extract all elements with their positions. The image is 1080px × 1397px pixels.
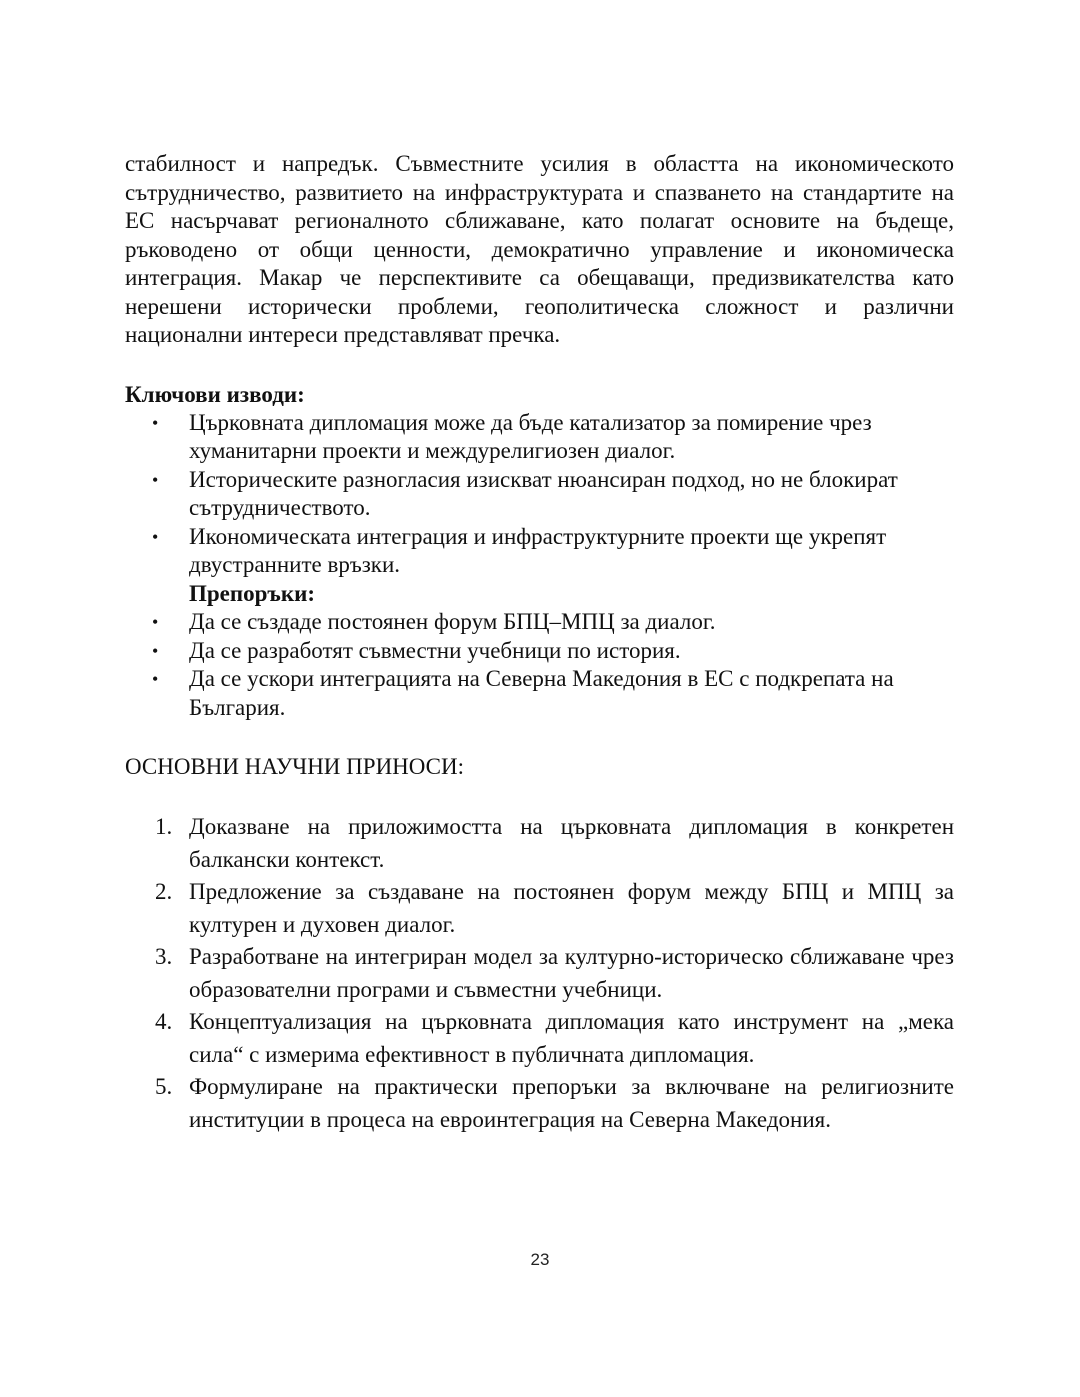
list-item	[125, 665, 954, 722]
item-number: 4.	[155, 1009, 173, 1034]
item-number: 3.	[155, 944, 173, 969]
item-number: 2.	[155, 879, 173, 904]
bullet-icon: •	[152, 526, 159, 547]
list-item-text: Икономическата интеграция и инфраструктурните проекти ще укрепят двустранните връзки.	[189, 523, 887, 577]
list-item-text: Предложение за създаване на постоянен форум между БПЦ и МПЦ за културен и духовен диалог.	[189, 879, 954, 937]
key-findings-heading: Ключови изводи:	[125, 381, 305, 407]
contributions-list	[125, 811, 954, 1136]
list-item	[125, 1071, 954, 1136]
list-item	[125, 409, 954, 466]
list-item-text: Да се разработят съвместни учебници по история.	[189, 637, 681, 663]
list-item-text: Концептуализация на църковната дипломация като инструмент на „мека сила“ с измерима ефективност в публичната дипломация.	[189, 1009, 954, 1067]
item-number: 1.	[155, 814, 173, 839]
recommendations-list	[125, 608, 954, 722]
list-item	[125, 811, 954, 876]
recommendations-heading: Препоръки:	[189, 580, 316, 606]
bullet-icon: •	[152, 640, 159, 661]
list-item	[125, 876, 954, 941]
list-item	[125, 1006, 954, 1071]
list-item-text: Да се създаде постоянен форум БПЦ–МПЦ за диалог.	[189, 609, 716, 634]
page-number: 23	[530, 1250, 550, 1269]
document-page	[125, 150, 954, 1136]
bullet-icon: •	[152, 669, 159, 689]
intro-paragraph: стабилност и напредък. Съвместните усилия в областта на икономическото сътрудничество, развитието на инфраструктурата и спазването на стандартите на ЕС насърчават регионалното сближаване, като полагат основите на бъдеще, ръководено от общи ценности, демократично управление и икономическа интеграция. Макар че перспективите са обещаващи, предизвикателства като нерешени исторически проблеми, геополитическа сложност и различни национални интереси представляват пречка.	[125, 151, 954, 347]
bullet-icon: •	[152, 412, 159, 433]
contributions-heading: ОСНОВНИ НАУЧНИ ПРИНОСИ:	[125, 754, 465, 779]
list-item-text: Формулиране на практически препоръки за включване на религиозните институции в процеса на евроинтеграция на Северна Македония.	[189, 1074, 954, 1132]
list-item-text: Църковната дипломация може да бъде катализатор за помирение чрез хуманитарни проекти и междурелигиозен диалог.	[189, 409, 872, 463]
list-item	[125, 523, 954, 580]
item-number: 5.	[155, 1074, 173, 1099]
list-item-text: Доказване на приложимостта на църковната дипломация в конкретен балкански контекст.	[189, 814, 954, 872]
bullet-icon: •	[152, 469, 159, 490]
list-item	[125, 466, 954, 523]
list-item	[125, 637, 954, 666]
list-item	[125, 941, 954, 1006]
list-item-text: Разработване на интегриран модел за културно-историческо сближаване чрез образователни програми и съвместни учебници.	[189, 944, 954, 1002]
list-item-text: Историческите разногласия изискват нюансиран подход, но не блокират сътрудничеството.	[189, 466, 898, 520]
list-item-text: Да се ускори интеграцията на Северна Македония в ЕС с подкрепата на България.	[189, 666, 894, 720]
list-item	[125, 608, 954, 637]
bullet-icon: •	[152, 612, 159, 632]
key-findings-list	[125, 409, 954, 580]
